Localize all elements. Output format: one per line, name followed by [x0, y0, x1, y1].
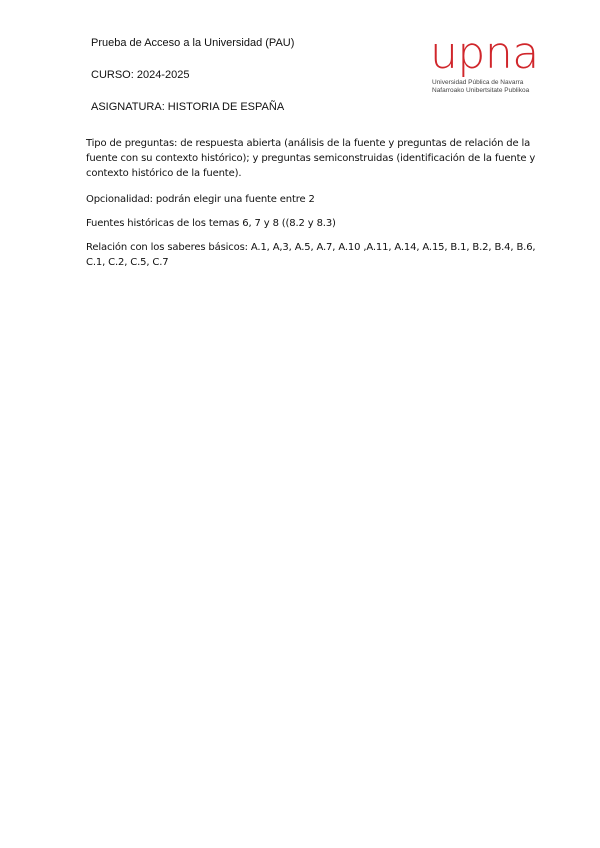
- logo-subtitle-spanish: Universidad Pública de Navarra: [432, 79, 524, 86]
- logo-wordmark: upna: [430, 28, 539, 79]
- upna-logo: [430, 28, 550, 99]
- logo-subtitle-basque: Nafarroako Unibertsitate Publikoa: [432, 87, 530, 94]
- basic-knowledge-paragraph: Relación con los saberes básicos: A.1, A,3, A.5, A.7, A.10 ,A.11, A.14, A.15, B.1, B.2, B.4, B.6, C.1, C.2, C.5, C.7: [86, 242, 536, 268]
- exam-title: Prueba de Acceso a la Universidad (PAU): [91, 37, 295, 49]
- optionality-paragraph: Opcionalidad: podrán elegir una fuente entre 2: [86, 194, 315, 205]
- historical-sources-paragraph: Fuentes históricas de los temas 6, 7 y 8 ((8.2 y 8.3): [86, 218, 336, 229]
- subject-name: ASIGNATURA: HISTORIA DE ESPAÑA: [91, 101, 285, 113]
- question-type-paragraph: Tipo de preguntas: de respuesta abierta (análisis de la fuente y preguntas de relación de la fuente con su contexto histórico); y preguntas semiconstruidas (identificación de la fuente y contexto histórico de la fuente).: [86, 138, 536, 179]
- course-year: CURSO: 2024-2025: [91, 69, 190, 81]
